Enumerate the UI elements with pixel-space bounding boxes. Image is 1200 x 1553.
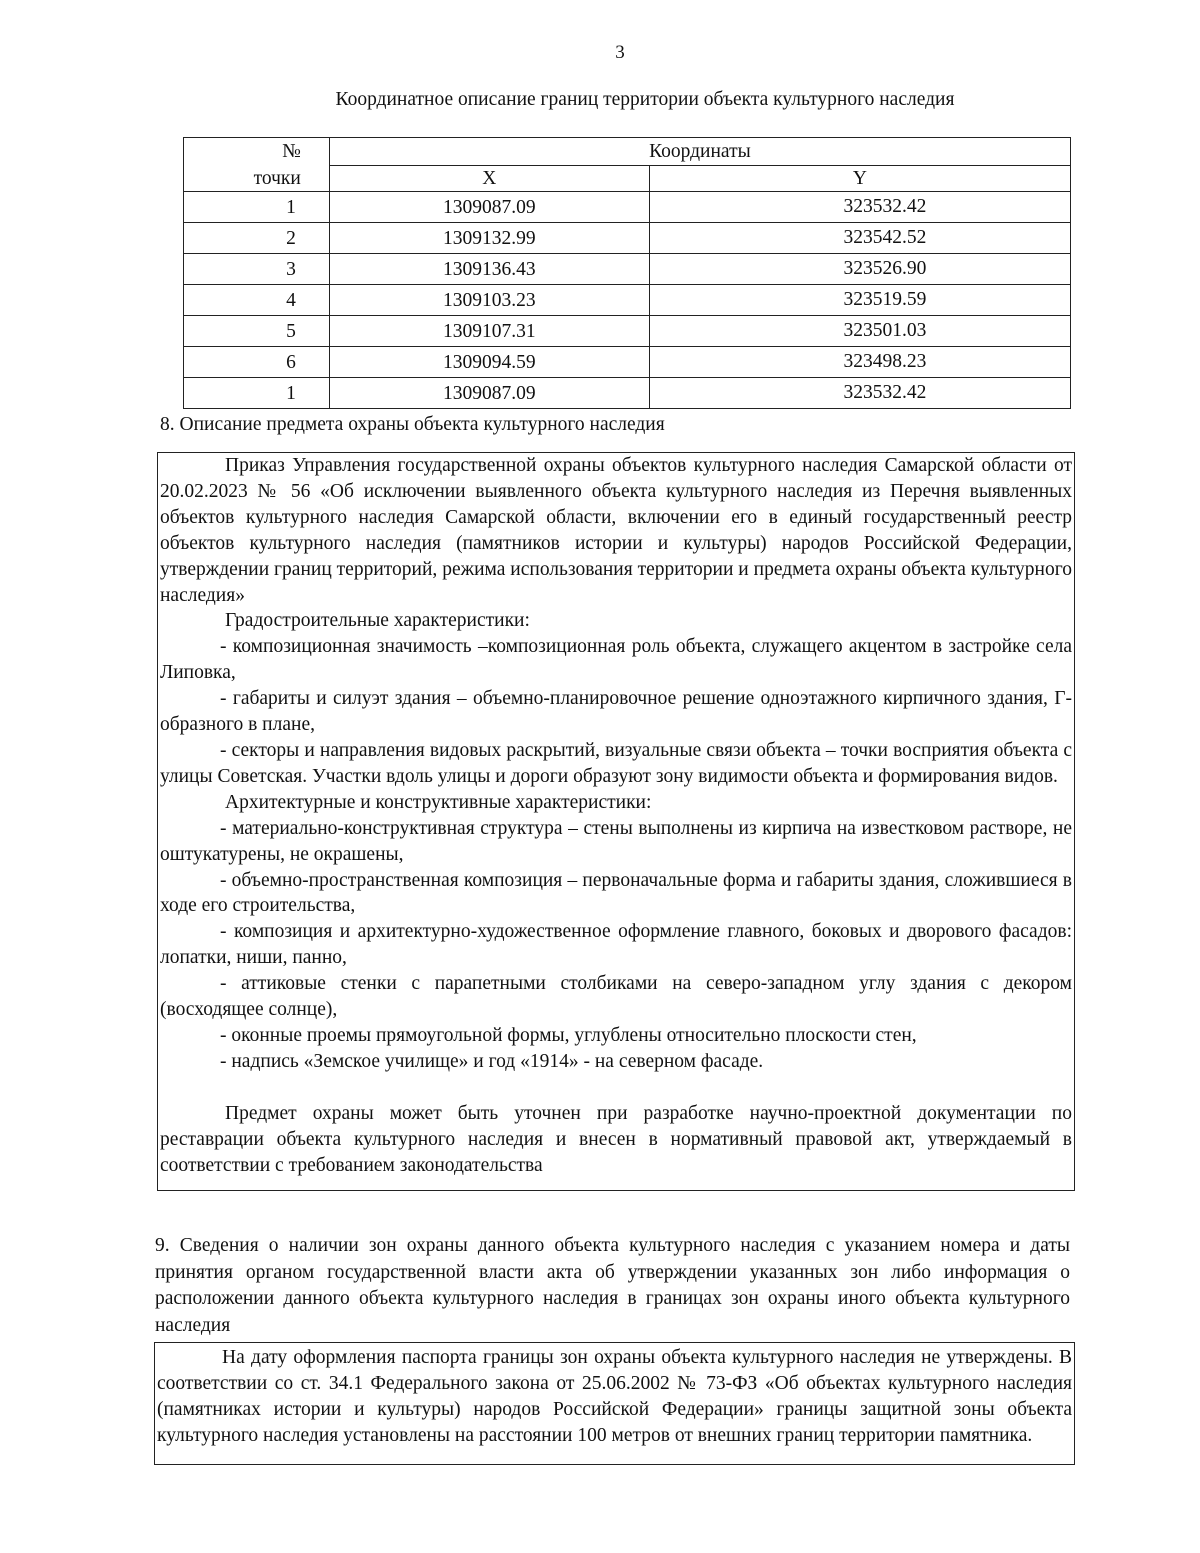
cell-point: 6 <box>184 347 330 378</box>
table-row <box>184 223 1071 254</box>
cell-x: 1309094.59 <box>329 347 649 378</box>
arch-item: - оконные проемы прямоугольной формы, углублены относительно плоскости стен, <box>220 1024 917 1046</box>
table-subheader-row <box>184 165 1071 192</box>
header-coordinates: Координаты <box>329 138 1070 166</box>
table-row <box>184 378 1071 409</box>
cell-point: 4 <box>184 285 330 316</box>
order-paragraph: Приказ Управления государственной охраны объектов культурного наследия Самарской области от 20.02.2023 № 56 «Об исключении выявленного объекта культурного наследия из Перечня выявленных объектов культурного наследия Самарской области, включении его в единый государственный реестр объектов культурного наследия (памятников истории и культуры) народов Российской Федерации, утверждении границ территорий, режима использования территории и предмета охраны объекта культурного наследия» <box>160 455 1072 606</box>
table-row <box>184 254 1071 285</box>
arch-item: - аттиковые стенки с парапетными столбиками на северо-западном углу здания с декором (восходящее солнце), <box>160 973 1072 1021</box>
urban-item: - габариты и силуэт здания – объемно-планировочное решение одноэтажного кирпичного здания, Г-образного в плане, <box>160 688 1072 736</box>
header-point-label: точки <box>184 165 330 192</box>
cell-y: 323532.42 <box>649 378 1070 409</box>
cell-y: 323498.23 <box>649 347 1070 378</box>
cell-x: 1309103.23 <box>329 285 649 316</box>
table-row <box>184 192 1071 223</box>
header-x: X <box>329 165 649 192</box>
table-title: Координатное описание границ территории объекта культурного наследия <box>335 89 955 110</box>
cell-y: 323542.52 <box>649 223 1070 254</box>
cell-point: 1 <box>184 192 330 223</box>
table-header-row <box>184 138 1071 166</box>
arch-item: - надпись «Земское училище» и год «1914» - на северном фасаде. <box>220 1050 764 1072</box>
cell-point: 2 <box>184 223 330 254</box>
cell-x: 1309107.31 <box>329 316 649 347</box>
section-8-heading: 8. Описание предмета охраны объекта культурного наследия <box>160 414 665 435</box>
cell-x: 1309087.09 <box>329 192 649 223</box>
section-9-heading: 9. Сведения о наличии зон охраны данного объекта культурного наследия с указанием номера и даты принятия органом государственной власти акта об утверждении указанных зон либо информация о расположении данного объекта культурного наследия в границах зон охраны иного объекта культурного наследия <box>155 1235 1070 1336</box>
cell-y: 323519.59 <box>649 285 1070 316</box>
section-9-text: На дату оформления паспорта границы зон охраны объекта культурного наследия не утверждены. В соответствии со ст. 34.1 Федерального закона от 25.06.2002 № 73-ФЗ «Об объектах культурного наследия (памятниках истории и культуры) народов Российской Федерации» границы защитной зоны объекта культурного наследия установлены на расстоянии 100 метров от внешних границ территории памятника. <box>157 1347 1072 1446</box>
arch-item: - материально-конструктивная структура – стены выполнены из кирпича на известковом растворе, не оштукатурены, не окрашены, <box>160 817 1072 865</box>
cell-y: 323526.90 <box>649 254 1070 285</box>
urban-item: - композиционная значимость –композиционная роль объекта, служащего акцентом в застройке села Липовка, <box>160 636 1072 684</box>
urban-heading: Градостроительные характеристики: <box>225 610 530 632</box>
cell-y: 323532.42 <box>649 192 1070 223</box>
cell-point: 5 <box>184 316 330 347</box>
table-row <box>184 316 1071 347</box>
arch-heading: Архитектурные и конструктивные характеристики: <box>225 791 652 813</box>
arch-item: - композиция и архитектурно-художественное оформление главного, боковых и дворового фасадов: лопатки, ниши, панно, <box>160 921 1072 969</box>
note-paragraph: Предмет охраны может быть уточнен при разработке научно-проектной документации по реставрации объекта культурного наследия и внесен в нормативный правовой акт, утверждаемый в соответствии с требованием законодательства <box>160 1102 1072 1176</box>
cell-x: 1309087.09 <box>329 378 649 409</box>
section-9-box <box>154 1342 1075 1465</box>
cell-x: 1309132.99 <box>329 223 649 254</box>
header-y: Y <box>649 165 1070 192</box>
page-number: 3 <box>615 42 625 63</box>
header-point-number: № <box>184 138 330 166</box>
cell-point: 3 <box>184 254 330 285</box>
table-row <box>184 285 1071 316</box>
table-row <box>184 347 1071 378</box>
cell-point: 1 <box>184 378 330 409</box>
cell-y: 323501.03 <box>649 316 1070 347</box>
section-8-box <box>157 452 1075 1191</box>
coordinates-table <box>183 137 1071 409</box>
urban-item: - секторы и направления видовых раскрытий, визуальные связи объекта – точки восприятия объекта с улицы Советская. Участки вдоль улицы и дороги образуют зону видимости объекта и формирования видов. <box>160 739 1072 787</box>
cell-x: 1309136.43 <box>329 254 649 285</box>
arch-item: - объемно-пространственная композиция – первоначальные форма и габариты здания, сложившиеся в ходе его строительства, <box>160 869 1072 917</box>
